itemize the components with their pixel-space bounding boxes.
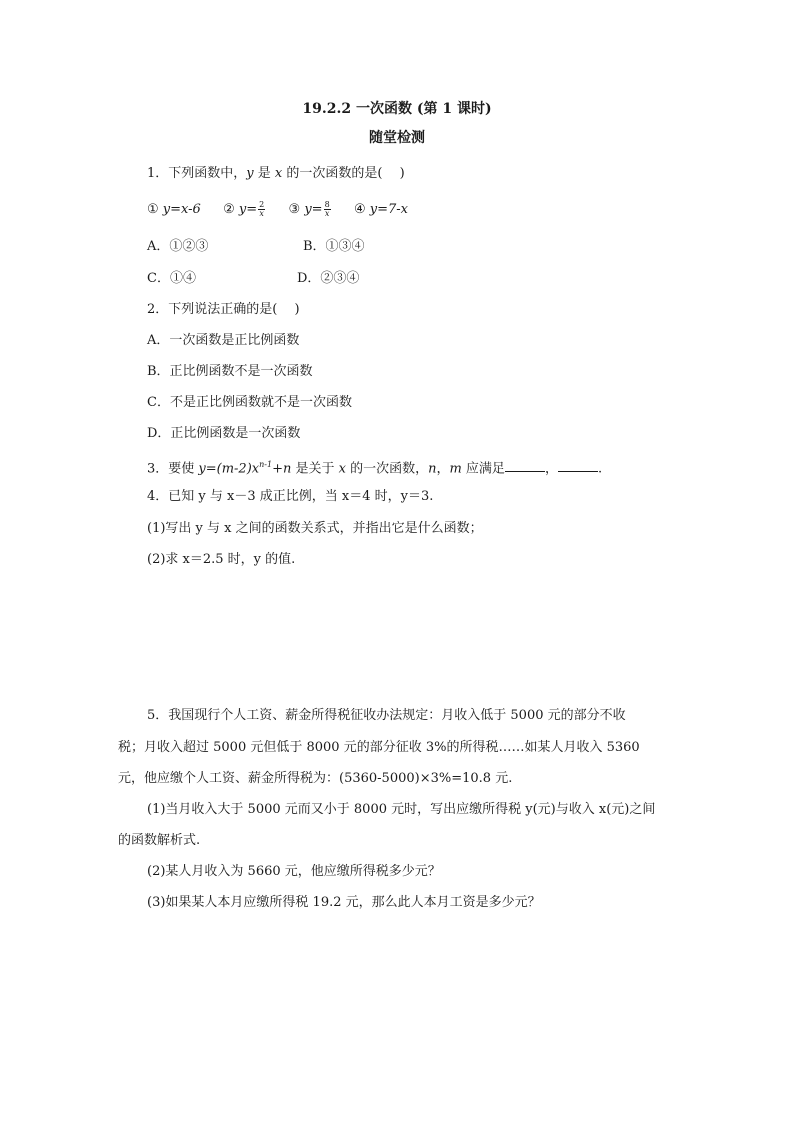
q3-blank-1[interactable] — [505, 459, 545, 472]
page-title: 19.2.2 一次函数 (第 1 课时) — [302, 101, 492, 117]
q3-stem — [147, 456, 602, 478]
q1-opt3-pre: y= — [304, 202, 323, 217]
q2-choice-a: A．一次函数是正比例函数 — [147, 333, 300, 348]
q1-opt2-label: ② — [223, 202, 235, 217]
q1-opt1-label: ① — [147, 202, 159, 217]
q4-stem: 4．已知 y 与 x－3 成正比例，当 x＝4 时，y＝3. — [147, 489, 434, 504]
q3-comma: ， — [436, 461, 450, 477]
q1-opt2-numerator: 2 — [259, 200, 265, 209]
q1-choice-d: D．②③④ — [297, 271, 360, 286]
q3-period: . — [597, 461, 603, 477]
q2-choice-b: B．正比例函数不是一次函数 — [147, 364, 313, 379]
q3-var-n: n — [428, 461, 437, 477]
page-subtitle: 随堂检测 — [369, 130, 425, 146]
q3-separator: ， — [544, 461, 558, 477]
q5-part-3: (3)如果某人本月应缴所得税 19.2 元，那么此人本月工资是多少元？ — [147, 895, 541, 910]
q3-mid: 是关于 — [291, 461, 339, 477]
q5-line-2: 税；月收入超过 5000 元但低于 8000 元的部分征收 3%的所得税……如某人月收入 5360 — [118, 740, 640, 755]
q3-post: 的一次函数， — [345, 461, 429, 477]
q5-part-2: (2)某人月收入为 5660 元，他应缴所得税多少元？ — [147, 864, 441, 879]
q1-stem-text: 1．下列函数中， — [147, 166, 247, 181]
q1-opt3-denominator: x — [324, 209, 330, 218]
q1-choice-a: A．①②③ — [147, 239, 209, 254]
q1-stem — [147, 165, 405, 183]
q3-blank-2[interactable] — [558, 459, 598, 472]
q1-opt3-numerator: 8 — [324, 200, 330, 209]
q1-options — [147, 201, 408, 219]
q1-opt4: y=7-x — [369, 202, 408, 217]
q2-choice-d: D．正比例函数是一次函数 — [147, 426, 301, 441]
q1-var-y: y — [246, 166, 254, 181]
q3-expression: y=(m-2)x — [198, 461, 260, 477]
q5-line-3: 元，他应缴个人工资、薪金所得税为：(5360-5000)×3%=10.8 元. — [118, 771, 513, 786]
q1-opt2-fraction — [258, 201, 265, 218]
q3-expression-tail: +n — [272, 461, 292, 477]
q1-choice-c: C．①④ — [147, 271, 196, 286]
q5-line-1: 5．我国现行个人工资、薪金所得税征收办法规定：月收入低于 5000 元的部分不收 — [147, 708, 626, 723]
q5-part-1b: 的函数解析式. — [118, 833, 201, 848]
q1-stem-mid: 是 — [253, 166, 275, 181]
q4-part-1: (1)写出 y 与 x 之间的函数关系式，并指出它是什么函数； — [147, 521, 483, 536]
q2-choice-c: C．不是正比例函数就不是一次函数 — [147, 395, 352, 410]
q3-var-m: m — [449, 461, 462, 477]
q1-opt3-fraction — [324, 201, 331, 218]
q1-opt3-label: ③ — [288, 202, 301, 217]
q2-stem: 2．下列说法正确的是( ) — [147, 302, 300, 317]
q1-opt1: y=x-6 — [162, 202, 201, 217]
q1-opt4-label: ④ — [353, 202, 366, 217]
q4-part-2: (2)求 x＝2.5 时，y 的值. — [147, 552, 296, 567]
q1-var-x: x — [274, 166, 283, 181]
q5-part-1a: (1)当月收入大于 5000 元而又小于 8000 元时，写出应缴所得税 y(元)与收入 x(元)之间 — [147, 802, 656, 817]
q3-var-x: x — [338, 461, 346, 477]
q1-opt2-pre: y= — [238, 202, 258, 217]
q3-exponent: n-1 — [259, 460, 273, 469]
q1-stem-end: 的一次函数的是( ) — [282, 166, 405, 181]
q1-opt2-denominator: x — [259, 209, 264, 218]
q3-end: 应满足 — [461, 461, 505, 477]
q1-choice-b: B．①③④ — [303, 239, 365, 254]
q3-pre: 3．要使 — [147, 461, 199, 477]
